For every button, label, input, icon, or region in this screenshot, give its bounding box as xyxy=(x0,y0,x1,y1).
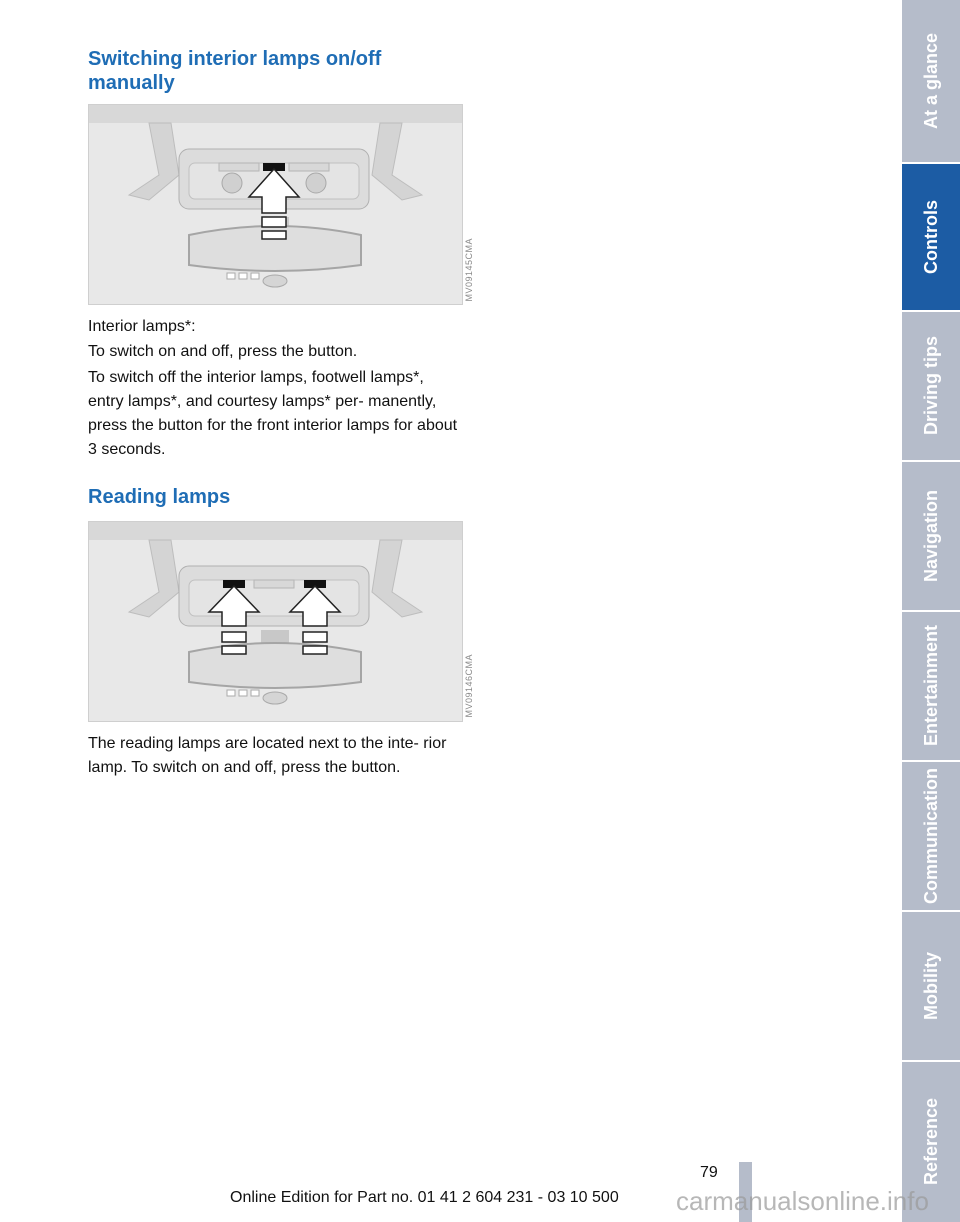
tab-entertainment[interactable] xyxy=(902,612,960,760)
tab-label: Mobility xyxy=(920,952,941,1020)
overhead-console-illustration xyxy=(89,522,462,721)
tab-label: Controls xyxy=(920,200,941,274)
tab-label: Communication xyxy=(920,767,941,904)
page-number: 79 xyxy=(700,1164,718,1181)
tab-controls[interactable] xyxy=(902,164,960,310)
tab-navigation[interactable] xyxy=(902,462,960,610)
figure-code: MV09145CMA xyxy=(464,238,474,302)
reading-lamps-figure xyxy=(88,521,463,722)
tab-at-a-glance[interactable] xyxy=(902,0,960,162)
tab-label: Navigation xyxy=(920,489,941,582)
tab-label: Reference xyxy=(920,1098,941,1186)
watermark: carmanualsonline.info xyxy=(676,1186,929,1216)
tab-label: Entertainment xyxy=(920,625,941,747)
tab-driving-tips[interactable] xyxy=(902,312,960,460)
paragraph: To switch off the interior lamps, footwell lamps*, entry lamps*, and courtesy lamps* per- manently, press the button for the front interior lamps for about 3 seconds. xyxy=(88,369,458,458)
tab-mobility[interactable] xyxy=(902,912,960,1060)
chapter-tabs-sidebar xyxy=(902,0,960,1222)
tab-communication[interactable] xyxy=(902,762,960,910)
overhead-console-illustration xyxy=(89,105,462,304)
edition-footer: Online Edition for Part no. 01 41 2 604 231 - 03 10 500 xyxy=(230,1189,619,1206)
section-title: Reading lamps xyxy=(88,486,231,508)
section-title: Switching interior lamps on/off manually xyxy=(88,48,382,94)
paragraph: Interior lamps*: xyxy=(88,318,196,335)
figure-code: MV09146CMA xyxy=(464,654,474,718)
paragraph: The reading lamps are located next to the inte- rior lamp. To switch on and off, press the button. xyxy=(88,735,447,776)
paragraph: To switch on and off, press the button. xyxy=(88,343,358,360)
interior-lamp-figure xyxy=(88,104,463,305)
tab-label: At a glance xyxy=(920,32,941,130)
tab-label: Driving tips xyxy=(920,336,941,436)
